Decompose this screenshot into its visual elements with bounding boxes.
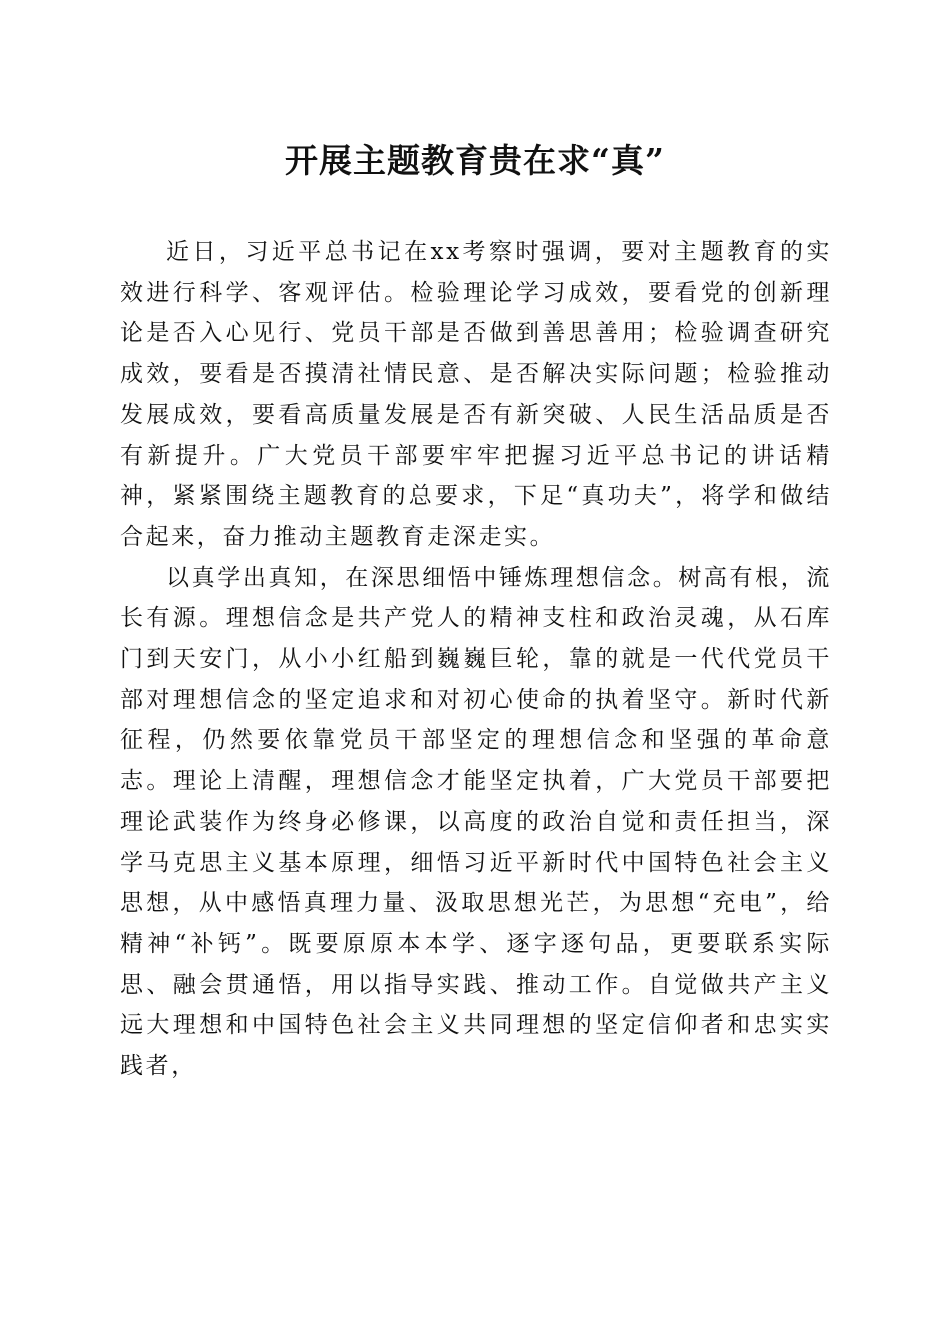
paragraph-intro: 近日，习近平总书记在xx考察时强调，要对主题教育的实效进行科学、客观评估。检验理论学习成效，要看党的创新理论是否入心见行、党员干部是否做到善思善用；检验调查研究成效，要看是否摸清社情民意、是否解决实际问题；检验推动发展成效，要看高质量发展是否有新突破、人民生活品质是否有新提升。广大党员干部要牢牢把握习近平总书记的讲话精神，紧紧围绕主题教育的总要求，下足“真功夫”，将学和做结合起来，奋力推动主题教育走深走实。	[120, 239, 832, 550]
paragraph-true-learning: 以真学出真知，在深思细悟中锤炼理想信念。树高有根，流长有源。理想信念是共产党人的精神支柱和政治灵魂，从石库门到天安门，从小小红船到巍巍巨轮，靠的就是一代代党员干部对理想信念的坚定追求和对初心使命的执着坚守。新时代新征程，仍然要依靠党员干部坚定的理想信念和坚强的革命意志。理论上清醒，理想信念才能坚定执着，广大党员干部要把理论武装作为终身必修课，以高度的政治自觉和责任担当，深学马克思主义基本原理，细悟习近平新时代中国特色社会主义思想，从中感悟真理力量、汲取思想光芒，为思想“充电”，给精神“补钙”。既要原原本本学、逐字逐句品，更要联系实际思、融会贯通悟，用以指导实践、推动工作。自觉做共产主义远大理想和中国特色社会主义共同理想的坚定信仰者和忠实实践者，	[120, 564, 832, 1080]
document-title: 开展主题教育贵在求“真”	[285, 141, 665, 180]
document-body	[120, 232, 832, 1087]
